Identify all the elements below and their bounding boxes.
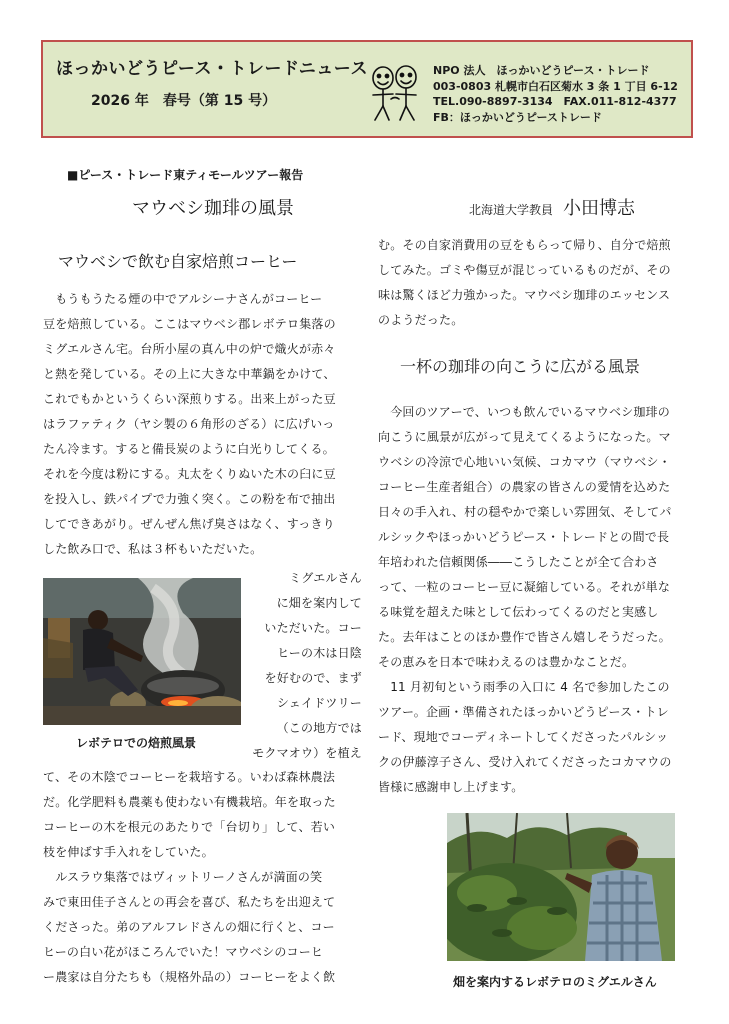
text-line: ヒーの木は日陰 [277, 646, 362, 660]
text-line: のようだった。 [378, 313, 464, 327]
text-line: ツアー。企画・準備されたほっかいどうピース・トレ [378, 705, 669, 719]
issue-label: 2026 年 春号（第 15 号） [91, 93, 277, 109]
text-line: もうもうたる煙の中でアルシーナさんがコーヒー [43, 292, 323, 306]
author-affiliation: 北海道大学教員 [469, 203, 554, 217]
left-paragraph-bottom [43, 765, 355, 990]
text-line: だ。化学肥料も農薬も使わない有機栽培。年を取った [43, 795, 336, 809]
text-line: いただいた。コー [264, 621, 362, 635]
article-title: マウベシ珈琲の風景 [132, 198, 294, 219]
text-line: ヒーの白い花がほころんでいた！マウベシのコーヒ [43, 945, 324, 959]
text-line: クの伊藤淳子さん、受け入れてくださったコカマウの [378, 755, 672, 769]
text-line: た。去年はことのほか豊作で皆さん嬉しそうだった。 [378, 630, 671, 644]
text-line: に畑を案内して [276, 596, 362, 610]
subheading-2: 一杯の珈琲の向こうに広がる風景 [400, 357, 641, 376]
org-phone-fax: TEL.090-8897-3134 FAX.011-812-4377 [433, 95, 677, 108]
text-line: と熱を発している。その上に大きな中華鍋をかけて、 [43, 367, 336, 381]
text-line: 年培われた信頼関係――こうしたことが全て合わさ [378, 555, 659, 569]
text-line: その恵みを日本で味わえるのは豊かなことだ。 [378, 655, 635, 669]
photo1-caption: レボテロでの焙煎風景 [76, 736, 197, 750]
text-line: 豆を焙煎している。ここはマウベシ郡レボテロ集落の [43, 317, 336, 331]
text-line: 枝を伸ばす手入れをしていた。 [43, 845, 214, 859]
text-line: て、その木陰でコーヒーを栽培する。いわば森林農法 [43, 770, 336, 784]
org-contact-block [433, 63, 678, 125]
author-line [469, 194, 635, 220]
left-paragraph-top [43, 287, 355, 562]
text-line: はラファティク（ヤシ製の６角形のざる）に広げいっ [43, 417, 335, 431]
two-faces-logo-icon [369, 64, 421, 122]
text-line: ルシックやほっかいどうピース・トレードとの間で長 [378, 530, 670, 544]
text-line: を好むので、まず [264, 671, 362, 685]
text-line: 向こうに風景が広がって見えてくるようになった。マ [378, 430, 671, 444]
text-line: 皆様に感謝申し上げます。 [378, 780, 524, 794]
subheading-1: マウベシで飲む自家焙煎コーヒー [58, 252, 298, 271]
text-line: これでもかというくらい深煎りする。出来上がった豆 [43, 392, 336, 406]
text-line: した飲み口で、私は３杯もいただいた。 [43, 542, 263, 556]
roasting-photo [43, 578, 241, 725]
text-line: くださった。弟のアルフレドさんの畑に行くと、コー [43, 920, 335, 934]
text-line: って、一粒のコーヒー豆に凝縮している。それが単な [378, 580, 671, 594]
text-line: 今回のツアーで、いつも飲んでいるマウベシ珈琲の [378, 405, 670, 419]
text-line: ー農家は自分たちも（規格外品の）コーヒーをよく飲 [43, 970, 336, 984]
text-line: る味覚を超えた味として伝わってくるのだと実感し [378, 605, 659, 619]
text-line: してみた。ゴミや傷豆が混じっているものだが、その [378, 263, 671, 277]
newsletter-title: ほっかいどうピース・トレードニュース [56, 59, 368, 79]
text-line: 日々の手入れ、村の穏やかで楽しい雰囲気、そしてパ [378, 505, 672, 519]
text-line: たん冷ます。すると備長炭のように白光りしてくる。 [43, 442, 335, 456]
org-address: 003-0803 札幌市白石区菊水 3 条 1 丁目 6-12 [433, 79, 678, 93]
wrap-text [242, 566, 362, 766]
right-paragraph-bottom [378, 400, 690, 800]
newsletter-header [41, 40, 693, 138]
text-line: ミグエルさん [289, 571, 362, 585]
text-line: を投入し、鉄パイプで力強く突く。この粉を布で抽出 [43, 492, 336, 506]
org-name: NPO 法人 ほっかいどうピース・トレード [433, 64, 650, 77]
text-line: みで東田佳子さんとの再会を喜び、私たちを出迎えて [43, 895, 336, 909]
text-line: 11 月初旬という雨季の入口に 4 名で参加したこの [378, 680, 670, 694]
text-line: コーヒーの木を根元のあたりで「台切り」して、若い [43, 820, 336, 834]
text-line: モクマオウ）を植え [252, 746, 362, 760]
right-paragraph-top [378, 233, 690, 333]
text-line: ード、現地でコーディネートしてくださったパルシッ [378, 730, 669, 744]
photo2-caption: 畑を案内するレボテロのミグエルさん [453, 975, 657, 989]
section-label: ■ピース・トレード東ティモールツアー報告 [67, 168, 304, 182]
org-facebook: FB：ほっかいどうピーストレード [433, 110, 602, 124]
text-line: ウベシの冷涼で心地いい気候、コカマウ（マウベシ・ [378, 455, 671, 469]
text-line: シェイドツリー [276, 696, 362, 710]
text-line: ルスラウ集落ではヴィットリーノさんが満面の笑 [43, 870, 323, 884]
text-line: ミグエルさん宅。台所小屋の真ん中の炉で熾火が赤々 [43, 342, 336, 356]
author-name: 小田博志 [563, 198, 636, 219]
text-line: コーヒー生産者組合）の農家の皆さんの愛情を込めた [378, 480, 671, 494]
text-line: それを今度は粉にする。丸太をくりぬいた木の臼に豆 [43, 467, 336, 481]
coffee-field-photo [447, 813, 675, 961]
text-line: （この地方では [276, 721, 362, 735]
text-line: してできあがり。ぜんぜん焦げ臭さはなく、すっきり [43, 517, 335, 531]
text-line: 味は驚くほど力強かった。マウベシ珈琲のエッセンス [378, 288, 671, 302]
text-line: む。その自家消費用の豆をもらって帰り、自分で焙煎 [378, 238, 671, 252]
